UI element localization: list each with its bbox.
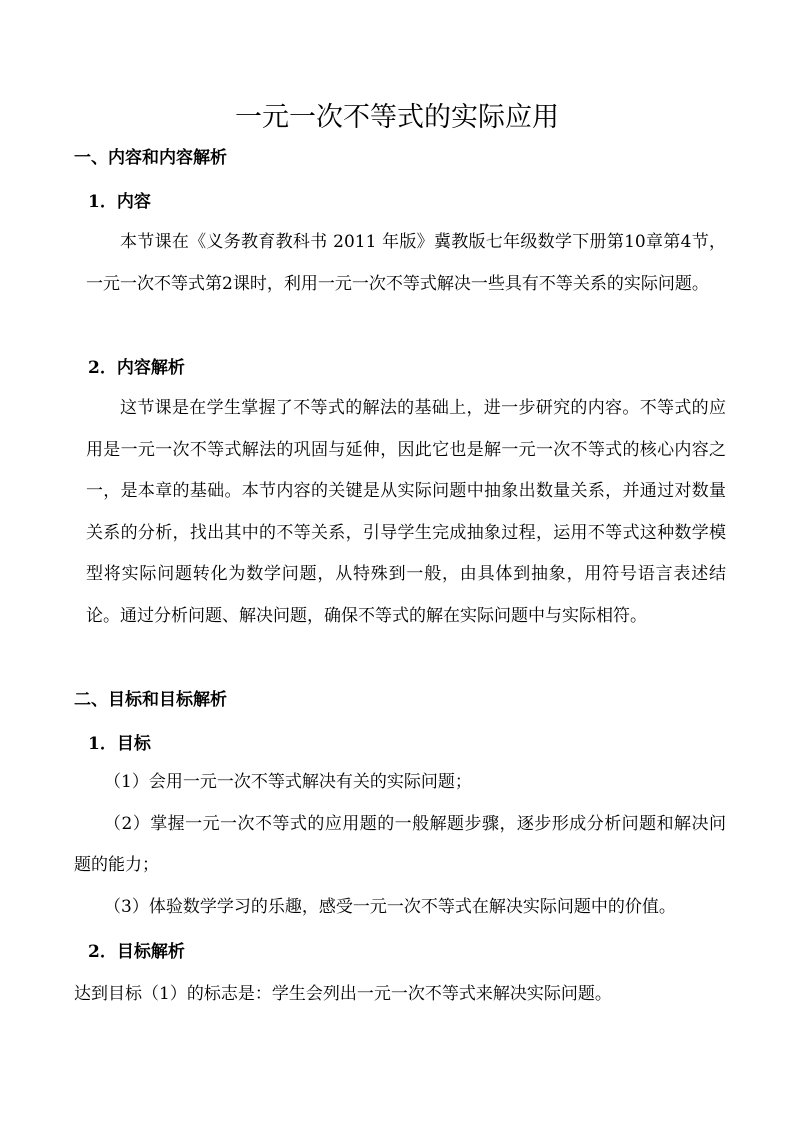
goal-analysis-text: 达到目标（1）的标志是：学生会列出一元一次不等式来解决实际问题。 xyxy=(74,984,612,1004)
content-paragraph: 本节课在《义务教育教科书 2011 年版》冀教版七年级数学下册第10章第4节，一元一次不等式第2课时，利用一元一次不等式解决一些具有不等关系的实际问题。 xyxy=(86,232,726,294)
goal-list xyxy=(74,762,726,928)
subsection-heading-content: 1．内容 xyxy=(88,192,151,212)
document-title: 一元一次不等式的实际应用 xyxy=(235,102,559,133)
goal-item-1: （1）会用一元一次不等式解决有关的实际问题； xyxy=(104,772,472,792)
goal-item-2: （2）掌握一元一次不等式的应用题的一般解题步骤，逐步形成分析问题和解决问题的能力； xyxy=(74,813,726,876)
subsection-heading-content-analysis: 2．内容解析 xyxy=(88,358,185,378)
content-analysis-paragraph: 这节课是在学生掌握了不等式的解法的基础上，进一步研究的内容。不等式的应用是一元一次不等式解法的巩固与延伸，因此它也是解一元一次不等式的核心内容之一，是本章的基础。本节内容的关键是从实际问题中抽象出数量关系，并通过对数量关系的分析，找出其中的不等关系，引导学生完成抽象过程，运用不等式这种数学模型将实际问题转化为数学问题，从特殊到一般，由具体到抽象，用符号语言表述结论。通过分析问题、解决问题，确保不等式的解在实际问题中与实际相符。 xyxy=(86,398,726,626)
subsection-heading-goals: 1．目标 xyxy=(88,734,151,754)
section-heading-goals: 二、目标和目标解析 xyxy=(74,690,227,710)
subsection-heading-goal-analysis: 2．目标解析 xyxy=(88,942,185,962)
goal-item-3: （3）体验数学学习的乐趣，感受一元一次不等式在解决实际问题中的价值。 xyxy=(104,896,676,917)
section-heading-content: 一、内容和内容解析 xyxy=(74,148,227,168)
